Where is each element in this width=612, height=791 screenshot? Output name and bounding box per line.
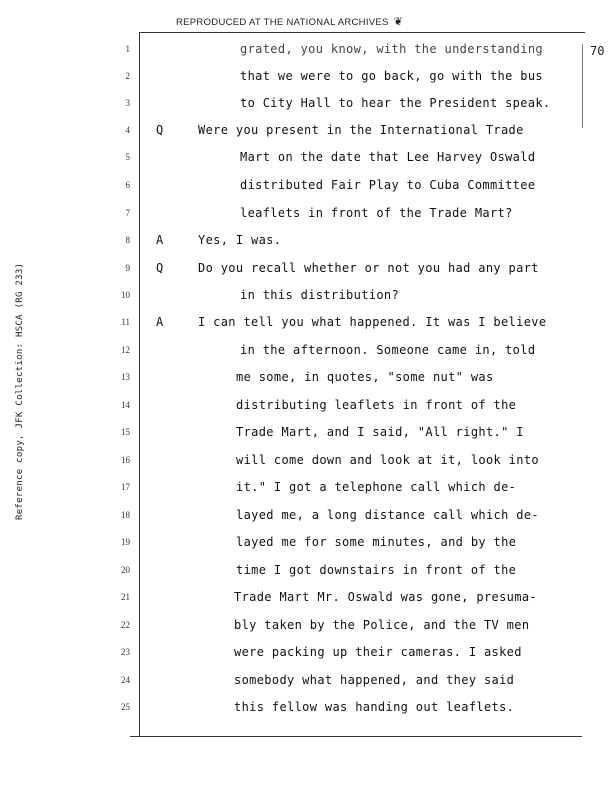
transcript-line bbox=[0, 96, 612, 116]
line-number: 24 bbox=[121, 675, 130, 685]
line-number: 7 bbox=[125, 208, 130, 218]
transcript-line bbox=[0, 590, 612, 610]
transcript-line bbox=[0, 178, 612, 198]
line-number: 22 bbox=[121, 620, 130, 630]
line-text: were packing up their cameras. I asked bbox=[234, 645, 522, 659]
transcript-line bbox=[0, 508, 612, 528]
line-number: 13 bbox=[121, 372, 130, 382]
line-number: 9 bbox=[125, 263, 130, 273]
bottom-border bbox=[130, 736, 582, 737]
line-text: leaflets in front of the Trade Mart? bbox=[240, 206, 513, 220]
transcript-line bbox=[0, 700, 612, 720]
top-border bbox=[140, 32, 585, 33]
line-number: 21 bbox=[121, 592, 130, 602]
line-number: 3 bbox=[125, 98, 130, 108]
archive-stamp-text: REPRODUCED AT THE NATIONAL ARCHIVES bbox=[176, 17, 389, 28]
line-number: 5 bbox=[125, 152, 130, 162]
line-text: distributed Fair Play to Cuba Committee bbox=[240, 178, 536, 192]
transcript-line bbox=[0, 206, 612, 226]
transcript-line bbox=[0, 123, 612, 143]
transcript-line bbox=[0, 480, 612, 500]
transcript-line bbox=[0, 563, 612, 583]
line-number: 23 bbox=[121, 647, 130, 657]
line-text: Were you present in the International Trade bbox=[198, 123, 524, 137]
line-text: grated, you know, with the understanding bbox=[240, 42, 543, 56]
line-number: 8 bbox=[125, 235, 130, 245]
collection-reference-note: Reference copy, JFK Collection: HSCA (RG 233) bbox=[15, 262, 25, 520]
page-number: 70 bbox=[590, 44, 605, 58]
transcript-line bbox=[0, 288, 612, 308]
line-number: 25 bbox=[121, 702, 130, 712]
transcript-line bbox=[0, 398, 612, 418]
speaker-label: A bbox=[156, 233, 164, 247]
line-text: I can tell you what happened. It was I believe bbox=[198, 315, 547, 329]
line-text: in the afternoon. Someone came in, told bbox=[240, 343, 536, 357]
transcript-line bbox=[0, 150, 612, 170]
line-text: in this distribution? bbox=[240, 288, 400, 302]
transcript-line bbox=[0, 261, 612, 281]
line-number: 16 bbox=[121, 455, 130, 465]
line-text: this fellow was handing out leaflets. bbox=[234, 700, 515, 714]
line-number: 1 bbox=[125, 44, 130, 54]
line-number: 20 bbox=[121, 565, 130, 575]
line-number: 2 bbox=[125, 71, 130, 81]
line-text: Trade Mart, and I said, "All right." I bbox=[236, 425, 524, 439]
speaker-label: Q bbox=[156, 261, 164, 275]
line-number: 14 bbox=[121, 400, 130, 410]
transcript-line bbox=[0, 535, 612, 555]
line-text: to City Hall to hear the President speak. bbox=[240, 96, 551, 110]
line-text: Mart on the date that Lee Harvey Oswald bbox=[240, 150, 536, 164]
line-text: time I got downstairs in front of the bbox=[236, 563, 517, 577]
transcript-line bbox=[0, 42, 612, 62]
transcript-line bbox=[0, 233, 612, 253]
line-text: layed me, a long distance call which de- bbox=[236, 508, 539, 522]
line-text: Yes, I was. bbox=[198, 233, 282, 247]
line-text: layed me for some minutes, and by the bbox=[236, 535, 517, 549]
archive-stamp bbox=[176, 15, 403, 28]
line-number: 19 bbox=[121, 537, 130, 547]
transcript-line bbox=[0, 69, 612, 89]
line-text: Do you recall whether or not you had any part bbox=[198, 261, 539, 275]
transcript-line bbox=[0, 645, 612, 665]
transcript-line bbox=[0, 343, 612, 363]
line-number: 10 bbox=[121, 290, 130, 300]
speaker-label: A bbox=[156, 315, 164, 329]
line-number: 12 bbox=[121, 345, 130, 355]
archive-eagle-icon: ❦ bbox=[393, 16, 404, 28]
transcript-line bbox=[0, 370, 612, 390]
line-text: bly taken by the Police, and the TV men bbox=[234, 618, 530, 632]
transcript-line bbox=[0, 673, 612, 693]
transcript-line bbox=[0, 618, 612, 638]
line-number: 18 bbox=[121, 510, 130, 520]
line-text: me some, in quotes, "some nut" was bbox=[236, 370, 494, 384]
line-text: distributing leaflets in front of the bbox=[236, 398, 517, 412]
line-text: will come down and look at it, look into bbox=[236, 453, 539, 467]
line-text: Trade Mart Mr. Oswald was gone, presuma- bbox=[234, 590, 537, 604]
line-number: 15 bbox=[121, 427, 130, 437]
transcript-line bbox=[0, 315, 612, 335]
line-text: somebody what happened, and they said bbox=[234, 673, 515, 687]
transcript-line bbox=[0, 425, 612, 445]
line-number: 11 bbox=[121, 317, 130, 327]
transcript-line bbox=[0, 453, 612, 473]
line-number: 6 bbox=[125, 180, 130, 190]
line-text: it." I got a telephone call which de- bbox=[236, 480, 517, 494]
speaker-label: Q bbox=[156, 123, 164, 137]
line-number: 4 bbox=[125, 125, 130, 135]
line-number: 17 bbox=[121, 482, 130, 492]
line-text: that we were to go back, go with the bus bbox=[240, 69, 543, 83]
